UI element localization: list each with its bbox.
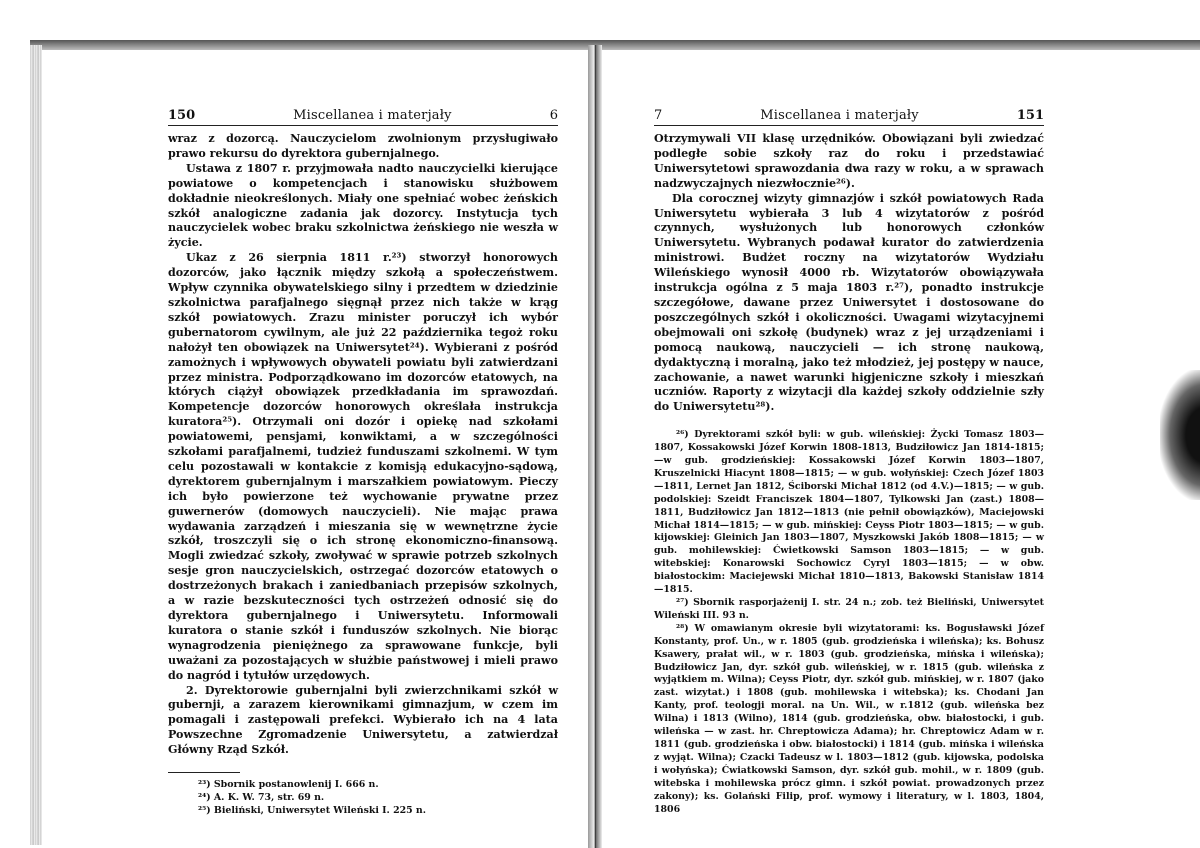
right-body xyxy=(654,132,1044,415)
book-top-edge xyxy=(30,40,1200,50)
footnote: ²⁸) W omawianym okresie byli wizytatorami: ks. Bogusławski Józef Konstanty, prof. Un., w r. 1805 (gub. grodzieńska i wileńska); ks. Bohusz Ksawery, prałat wil., w r. 1803 (gub. grodzieńska, mińska i wileńska); Budziłowicz Jan, dyr. szkół gub. wileńskiej, w r. 1815 (gub. wileńska z wyjątkiem m. Wilna); Ceyss Piotr, dyr. szkół gub. mińskiej, w r. 1807 (jako zast. wizytat.) i 1808 (gub. mohilewska i witebska); ks. Chodani Jan Kanty, prof. teologji moral. na Un. Wil., w r.1812 (gub. wileńska bez Wilna) i 1813 (Wilno), 1814 (gub. grodzieńska, obw. białostocki, i gub. wileńska — w zast. hr. Chreptowicza Adama); hr. Chreptowicz Adam w r. 1811 (gub. grodzieńska i obw. białostocki) i 1814 (gub. mińska i wileńska z wyjąt. Wilna); Czacki Tadeusz w l. 1803—1812 (gub. kijowska, podolska i wołyńska); Ćwiatkowski Samson, dyr. szkół gub. mohil., w r. 1809 (gub. witebska i mohilewska prócz gimn. i szkół powiat. prowadzonych przez zakony); ks. Golański Filip, prof. wymowy i literatury, w l. 1803, 1804, 1806 xyxy=(654,622,1044,815)
paragraph: Ukaz z 26 sierpnia 1811 r.²³) stworzył honorowych dozorców, jako łącznik między szkołą a społeczeństwem. Wpływ czynnika obywatelskiego silny i przedtem w dziedzinie szkolnictwa parafjalnego sięgnął przez nich także w krąg szkół powiatowych. Zrazu minister poruczył ich wybór gubernatorom cywilnym, ale już 22 października tegoż roku nałożył ten obowiązek na Uniwersytet²⁴). Wybierani z pośród zamożnych i wpływowych obywateli powiatu byli zatwierdzani przez ministra. Podporządkowano im dozorców etatowych, na których ciążył obowiązek przedkładania im sprawozdań. Kompetencje dozorców honorowych określała instrukcja kuratora²⁵). Otrzymali oni dozór i opiekę nad szkołami powiatowemi, pensjami, konwiktami, a w szczególności szkołami parafjalnemi, tudzież funduszami szkolnemi. W tym celu pozostawali w kontakcie z komisją edukacyjno-sądową, dyrektorem gubernjalnym i marszałkiem powiatowym. Pieczy ich było powierzone też wychowanie prywatne przez guwernerów (domowych nauczycieli). Nie mając prawa wydawania zarządzeń i mieszania się w wewnętrzne życie szkół, troszczyli się o ich stronę ekonomiczno-finansową. Mogli zwiedzać szkoły, zwoływać w sprawie potrzeb szkolnych sesje gron nauczycielskich, ostrzegać dozorców etatowych o dostrzeżonych brakach i zaniedbaniach przepisów szkolnych, a w razie bezskuteczności tych ostrzeżeń odnosić się do dyrektora gubernjalnego i Uniwersytetu. Informowali kuratora o stanie szkół i funduszów szkolnych. Nie biorąc wynagrodzenia pieniężnego za sprawowane funkcje, byli uważani za pozostających w służbie państwowej i mieli prawo do nagród i tytułów urzędowych. xyxy=(168,251,558,682)
footnote: ²³) Sbornik postanowlenij I. 666 n. xyxy=(198,779,379,791)
right-running-head xyxy=(654,108,1044,126)
footnote: ²⁷) Sbornik rasporjażenij I. str. 24 n.; zob. też Bieliński, Uniwersytet Wileński III. 93 n. xyxy=(654,597,1044,621)
left-section-number: 6 xyxy=(549,108,558,123)
right-page xyxy=(654,108,1044,816)
left-page xyxy=(168,108,558,818)
right-page-number: 151 xyxy=(1016,108,1044,123)
footnote: ²⁵) Bieliński, Uniwersytet Wileński I. 225 n. xyxy=(198,804,426,816)
paragraph: wraz z dozorcą. Nauczycielom zwolnionym przysługiwało prawo rekursu do dyrektora gubernjalnego. xyxy=(168,132,558,160)
footnote-rule xyxy=(168,772,240,773)
paragraph: 2. Dyrektorowie gubernjalni byli zwierzchnikami szkół w gubernji, a zarazem kierownikami gimnazjum, w czem im pomagali i zastępowali prefekci. Wybierało ich na 4 lata Powszechne Zgromadzenie Uniwersytetu, a zatwierdzał Główny Rząd Szkół. xyxy=(168,683,558,757)
left-running-head xyxy=(168,108,558,126)
right-footnotes xyxy=(654,429,1044,816)
right-running-title: Miscellanea i materjały xyxy=(760,108,919,123)
footnote: ²⁴) A. K. W. 73, str. 69 n. xyxy=(198,791,325,803)
left-page-number: 150 xyxy=(168,108,196,123)
left-running-title: Miscellanea i materjały xyxy=(293,108,452,123)
page-stack-edge xyxy=(30,45,42,845)
paragraph: Dla corocznej wizyty gimnazjów i szkół powiatowych Rada Uniwersytetu wybierała 3 lub 4 wizytatorów z pośród czynnych, wysłużonych lub honorowych członków Uniwersytetu. Wybranych podawał kurator do zatwierdzenia ministrowi. Budżet roczny na wizytatorów Wydziału Wileńskiego wynosił 4000 rb. Wizytatorów obowiązywała instrukcja ogólna z 5 maja 1803 r.²⁷), ponadto instrukcje szczegółowe, dawane przez Uniwersytet i dostosowane do poszczególnych szkół i okoliczności. Uwagami wizytacyjnemi obejmowali oni szkołę (budynek) wraz z jej urządzeniami i pomocą naukową, nauczycieli — ich stronę naukową, dydaktyczną i moralną, jako też młodzież, jej postępy w nauce, zachowanie, a nawet warunki higjeniczne szkoły i mieszkań uczniów. Raporty z wizytacji dla każdej szkoły oddzielnie szły do Uniwersytetu²⁸). xyxy=(654,191,1044,414)
book-spine xyxy=(588,45,602,848)
thumb-shadow xyxy=(1160,370,1200,500)
left-footnotes xyxy=(168,779,558,818)
paragraph: Ustawa z 1807 r. przyjmowała nadto nauczycielki kierujące powiatowe o kompetencjach i stanowisku służbowem dokładnie nieokreślonych. Miały one spełniać wobec żeńskich szkół analogiczne zadania jak dozorcy. Instytucja tych nauczycielek wobec braku szkolnictwa żeńskiego nie weszła w życie. xyxy=(168,161,558,250)
paragraph: Otrzymywali VII klasę urzędników. Obowiązani byli zwiedzać podległe sobie szkoły raz do roku i przedstawiać Uniwersytetowi sprawozdania dwa razy w roku, a w sprawach nadzwyczajnych niezwłocznie²⁶). xyxy=(654,132,1044,190)
left-body xyxy=(168,132,558,758)
footnote: ²⁶) Dyrektorami szkół byli: w gub. wileńskiej: Życki Tomasz 1803—1807, Kossakowski Józef Korwin 1808-1813, Budziłowicz Jan 1814-1815;—w gub. grodzieńskiej: Kossakowski Józef Korwin 1803—1807, Kruszelnicki Hiacynt 1808—1815; — w gub. wołyńskiej: Czech Józef 1803—1811, Lernet Jan 1812, Ściborski Michał 1812 (od 4.V.)—1815; — w gub. podolskiej: Szeidt Franciszek 1804—1807, Tylkowski Jan (zast.) 1808—1811, Budziłowicz Jan 1812—1813 (nie pełnił obowiązków), Maciejowski Michał 1814—1815; — w gub. mińskiej: Ceyss Piotr 1803—1815; — w gub. kijowskiej: Gleinich Jan 1803—1807, Myszkowski Jakób 1808—1815; — w gub. mohilewskiej: Ćwietkowski Samson 1803—1815; — w gub. witebskiej: Konarowski Sochowicz Cyryl 1803—1815; — w obw. białostockim: Maciejewski Michał 1810—1813, Bakowski Stanisław 1814—1815. xyxy=(654,429,1044,596)
right-section-number: 7 xyxy=(654,108,663,123)
